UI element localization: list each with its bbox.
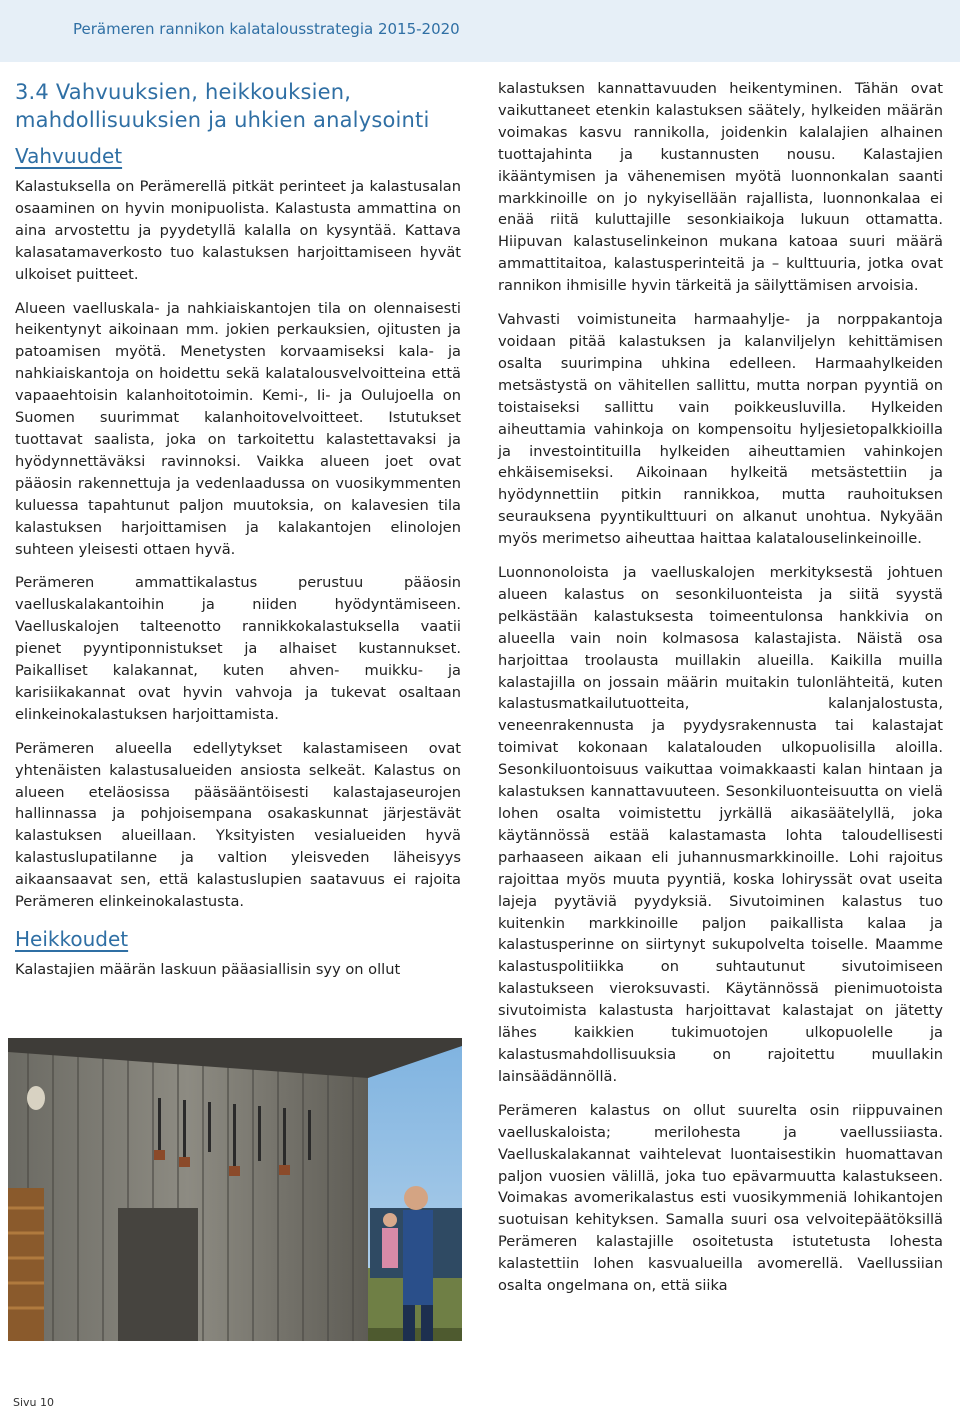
running-header: Perämeren rannikon kalatalousstrategia 2015-2020	[73, 20, 460, 38]
left-paragraph-4: Perämeren alueella edellytykset kalastamiseen ovat yhtenäisten kalastusalueiden ansiosta selkeät. Kalastus on alueen eteläosissa pääsääntöisesti kalastajaseurojen hallinnassa ja pohjoisempana osakaskunnat järjestävät kalastuksen alueillaan. Yksityisten vesialueiden hyvä kalastuslupatilanne ja valtion yleisveden läheisyys aikaansaavat sen, että kalastuslupien saatavuus ei rajoita Perämeren elinkeinokalastusta.	[15, 739, 461, 911]
left-column	[15, 78, 461, 993]
section-title: 3.4 Vahvuuksien, heikkouksien, mahdollisuuksien ja uhkien analysointi	[15, 80, 430, 132]
strengths-heading: Vahvuudet	[15, 144, 123, 168]
photo-fishing-shed	[8, 1038, 462, 1341]
weaknesses-heading: Heikkoudet	[15, 927, 129, 951]
right-paragraph-4: Perämeren kalastus on ollut suurelta osin riippuvainen vaelluskaloista; merilohesta ja vaellussiiasta. Vaelluskalakannat vaihtelevat luontaisestikin huomattavan paljon vuosien välillä, joka tuo epävarmuutta kalastukseen. Voimakas avomerikalastus esti vuosikymmeniä lohikantojen suotuisan kehityksen. Samalla suuri osa velvoitepäätöksillä Perämeren kalastajille osoitetusta istutetusta lohesta kalastettiin lohen kasvualueilla avomerellä. Vaellussiian osalta ongelmana on, että siika	[498, 1101, 943, 1295]
right-paragraph-3: Luonnonoloista ja vaelluskalojen merkityksestä johtuen alueen kalastus on sesonkiluonteista ja siitä syystä pelkästään kalastuksesta toimeentulonsa hankkivia on alueella vain noin kolmasosa kalastajista. Näistä osa harjoittaa troolausta muillakin alueilla. Kaikilla muilla kalastajilla on jossain määrin muitakin tulonlähteitä, kuten kalastusmatkailutuotteita, kalanjalostusta, veneenrakennusta ja pyydysrakennusta tai kalastajat toimivat kokonaan kalatalouden ulkopuolisilla aloilla. Sesonkiluontoisuus vaikuttaa voimakkaasti kalan hintaan ja kalastuksen kannattavuuteen. Sesonkiluonteisuutta on vielä lohen osalta voimistettu jyrkällä aikasäätelyllä, joka käytännössä estää kalastamasta lohta taloudellisesti parhaaseen aikaan eli juhannusmarkkinoille. Lohi rajoitus rajoittaa myös muuta pyyntiä, koska lohiryssät ovat useita lajeja pyytäviä pyydyksiä. Sivutoiminen kalastus tuo kuitenkin markkinoille paljon paikallista kalaa ja kalastusperinne on siirtynyt sukupolvelta toiselle. Maamme kalastuspolitiikka on suhtautunut sivutoimiseen kalastukseen vieroksuvasti. Käytännössä pienimuotoista sivutoimista kalastusta harjoittavat kalastajat on jätetty lähes kaikkien tukimuotojen ulkopuolelle ja kalastusmahdollisuuksia on rajoitettu muullakin lainsäädännöllä.	[498, 564, 943, 1085]
left-paragraph-3: Perämeren ammattikalastus perustuu pääosin vaelluskalakantoihin ja niiden hyödyntämiseen. Vaelluskalojen talteenotto rannikkokalastuksella vaatii pienet pyyntiponnistukset ja alhaiset kustannukset. Paikalliset kalakannat, kuten ahven- muikku- ja karisiikakannat ovat hyvin vahvoja ja tukevat osaltaan elinkeinokalastuksen harjoittamista.	[15, 574, 461, 723]
weaknesses-intro: Kalastajien määrän laskuun pääasiallisin syy on ollut	[15, 961, 401, 978]
left-paragraph-1: Kalastuksella on Perämerellä pitkät perinteet ja kalastusalan osaaminen on hyvin monipuolista. Kalastusta ammattina on aina arvostettu ja pyydetyllä kalalla on kysyntää. Kattava kalasatamaverkosto tuo kalastuksen harjoittamiseen hyvät ulkoiset puitteet.	[15, 178, 461, 283]
left-paragraph-2: Alueen vaelluskala- ja nahkiaiskantojen tila on olennaisesti heikentynyt aikoinaan mm. jokien perkauksien, ojitusten ja patoamisen myötä. Menetysten korvaamiseksi kala- ja nahkiaiskantoja on hoidettu sekä kalatalousvelvoitteina että vapaaehtoisin kalanhoitotoimin. Kemi-, Ii- ja Oulujoella on Suomen suurimmat kalanhoitovelvoitteet. Istutukset tuottavat saalista, joka on tarkoitettu kalastettavaksi ja hyödynnettäväksi ravinnoksi. Vaikka alueen joet ovat pääosin rakennettuja ja vedenlaadussa on vuosikymmenten kuluessa tapahtunut paljon muutoksia, on kalavesien tila kalastuksen harjoittamisen ja kalakantojen elinolojen suhteen yleisesti ottaen hyvä.	[15, 299, 461, 558]
right-paragraph-2: Vahvasti voimistuneita harmaahylje- ja norppakantoja voidaan pitää kalastuksen ja kalanviljelyn kehittämisen osalta suurimpina uhkina edelleen. Harmaahylkeiden metsästystä on vähitellen sallittu, mutta norpan pyyntiä on toistaiseksi sallittu vain poikkeusluvilla. Hylkeiden aiheuttamia vahinkoja on kompensoitu hyljesietopalkkioilla ja investointituilla hylkeiden aiheuttamien vahinkojen ehkäisemiseksi. Aikoinaan hylkeitä metsästettiin ja hyödynnettiin pitkin rannikkoa, mutta rauhoituksen seurauksena pyyntikulttuuri on alkanut unohtua. Nykyään myös merimetso aiheuttaa haittaa kalatalouselinkeinoille.	[498, 311, 943, 548]
page-number: Sivu 10	[13, 1396, 55, 1409]
right-paragraph-1: kalastuksen kannattavuuden heikentyminen. Tähän ovat vaikuttaneet etenkin kalastuksen säätely, hylkeiden määrän voimakas kasvu rannikolla, joidenkin kalalajien alhainen tuottajahinta ja kustannusten nousu. Kalastajien ikääntymisen ja vähenemisen myötä luonnonkalan saanti markkinoille on jo nykyisellään rajallista, luonnonkalaa ei enää riitä kuluttajille sesonkiaikoja lukuun ottamatta. Hiipuvan kalastuselinkeinon mukana katoaa suuri määrä ammattitaitoa, kalastusperinteitä ja – kulttuuria, jotka ovat rannikon ihmisille hyvin tärkeitä ja säilyttämisen arvoisia.	[498, 80, 943, 295]
right-column	[498, 78, 943, 1309]
